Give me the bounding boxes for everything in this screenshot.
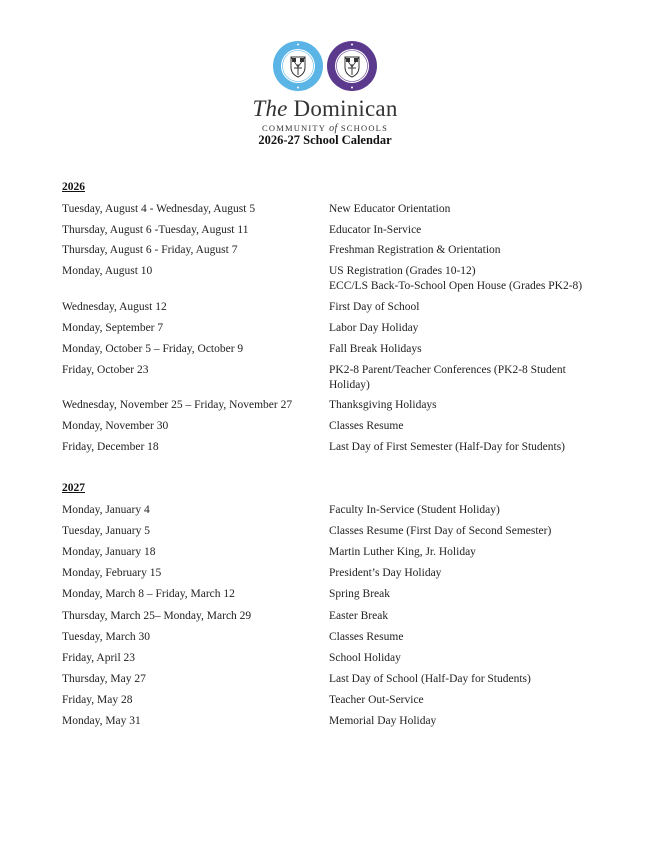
saint-dominic-seal-blue [272, 40, 324, 92]
row-event: First Day of School [329, 301, 420, 313]
row-date: Tuesday, August 4 - Wednesday, August 5 [62, 203, 256, 215]
row-event: Teacher Out-Service [329, 694, 424, 706]
row-date: Friday, April 23 [62, 652, 136, 664]
row-event: New Educator Orientation [329, 203, 451, 215]
row-event-line2: Holiday) [329, 378, 370, 391]
row-event [329, 363, 599, 392]
row-date: Wednesday, November 25 – Friday, November 27 [62, 399, 293, 411]
row-event: School Holiday [329, 652, 401, 664]
row-event: Educator In-Service [329, 224, 422, 236]
brand-name: Dominican [293, 96, 398, 121]
row-event-line1: US Registration (Grades 10-12) [329, 265, 476, 277]
row-date: Tuesday, January 5 [62, 525, 150, 537]
row-event-line1: PK2-8 Parent/Teacher Conferences (PK2-8 Student [329, 364, 566, 376]
row-event: Easter Break [329, 610, 389, 622]
row-event: Classes Resume [329, 631, 404, 643]
brand-the: The [252, 96, 288, 121]
row-event: Martin Luther King, Jr. Holiday [329, 546, 476, 558]
community-of: of [329, 123, 338, 134]
row-date: Friday, December 18 [62, 441, 159, 453]
community-post: SCHOOLS [337, 123, 389, 133]
row-date: Monday, March 8 – Friday, March 12 [62, 588, 235, 600]
row-event: Faculty In-Service (Student Holiday) [329, 504, 500, 516]
row-date: Monday, May 31 [62, 715, 141, 727]
row-date: Thursday, August 6 -Tuesday, August 11 [62, 224, 249, 236]
saint-dominic-seal-purple [326, 40, 378, 92]
page-title: 2026-27 School Calendar [258, 133, 392, 147]
row-event: Last Day of School (Half-Day for Students) [329, 673, 531, 685]
row-date: Monday, February 15 [62, 567, 162, 579]
row-date: Monday, November 30 [62, 420, 169, 432]
row-event-line2: ECC/LS Back-To-School Open House (Grades PK2-8) [329, 279, 583, 292]
row-event [329, 264, 599, 293]
row-date: Friday, October 23 [62, 364, 149, 376]
row-event: Freshman Registration & Orientation [329, 244, 501, 256]
brand-wordmark [0, 96, 650, 122]
community-pre: COMMUNITY [261, 123, 330, 133]
row-date: Monday, September 7 [62, 322, 164, 334]
row-date: Monday, October 5 – Friday, October 9 [62, 343, 244, 355]
row-date: Friday, May 28 [62, 694, 133, 706]
row-date: Thursday, August 6 - Friday, August 7 [62, 244, 238, 256]
year-heading-2026: 2026 [62, 181, 85, 193]
row-date: Thursday, March 25– Monday, March 29 [62, 610, 252, 622]
row-event: Last Day of First Semester (Half-Day for Students) [329, 441, 566, 453]
row-date: Thursday, May 27 [62, 673, 146, 685]
row-event: President’s Day Holiday [329, 567, 442, 579]
year-heading-2027: 2027 [62, 482, 85, 494]
row-date: Tuesday, March 30 [62, 631, 150, 643]
row-date: Monday, August 10 [62, 265, 153, 277]
row-date: Wednesday, August 12 [62, 301, 167, 313]
row-event: Classes Resume [329, 420, 404, 432]
row-event: Fall Break Holidays [329, 343, 422, 355]
row-event: Thanksgiving Holidays [329, 399, 437, 411]
row-event: Classes Resume (First Day of Second Semester) [329, 525, 552, 537]
row-date: Monday, January 4 [62, 504, 150, 516]
row-event: Memorial Day Holiday [329, 715, 437, 727]
row-event: Labor Day Holiday [329, 322, 419, 334]
row-date: Monday, January 18 [62, 546, 156, 558]
school-logos [0, 40, 650, 92]
row-event: Spring Break [329, 588, 391, 600]
